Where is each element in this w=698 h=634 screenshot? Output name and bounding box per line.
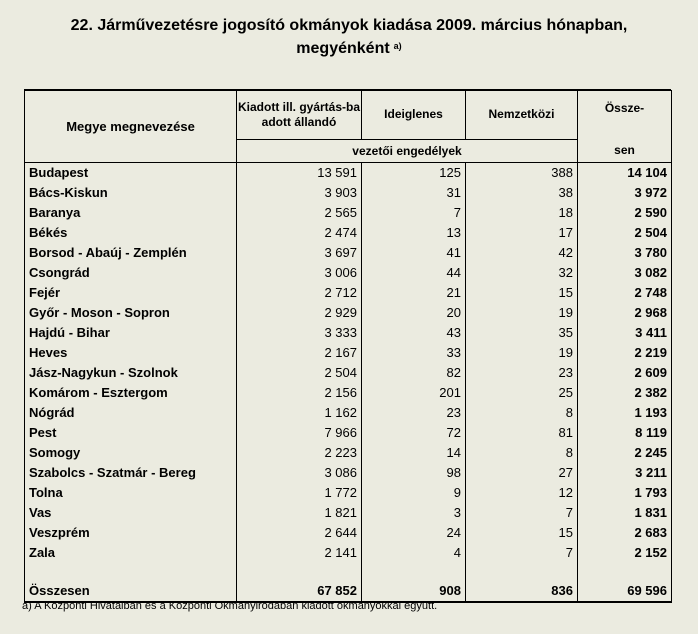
- international-value: 17: [466, 223, 578, 243]
- permanent-value: 2 565: [237, 203, 362, 223]
- temporary-value: 41: [362, 243, 466, 263]
- table-body: [25, 162, 672, 602]
- total-value: 2 504: [578, 223, 672, 243]
- county-name: Somogy: [25, 443, 237, 463]
- temporary-value: 21: [362, 283, 466, 303]
- county-name: Csongrád: [25, 263, 237, 283]
- international-value: 19: [466, 343, 578, 363]
- total-value: 8 119: [578, 423, 672, 443]
- total-row: [25, 581, 672, 602]
- header-permanent: Kiadott ill. gyártás-ba adott állandó: [237, 91, 362, 140]
- title-line-2: [0, 37, 698, 60]
- county-name: Tolna: [25, 483, 237, 503]
- permanent-value: 2 223: [237, 443, 362, 463]
- international-value: 7: [466, 543, 578, 563]
- total-value: 1 831: [578, 503, 672, 523]
- temporary-value: 82: [362, 363, 466, 383]
- table-row: [25, 423, 672, 443]
- header-total-top: Össze-: [578, 91, 672, 140]
- table-row: [25, 343, 672, 363]
- table-row: [25, 203, 672, 223]
- permanent-value: 3 697: [237, 243, 362, 263]
- spacer-cell: [237, 563, 362, 581]
- total-value: 2 590: [578, 203, 672, 223]
- total-international: 836: [466, 581, 578, 602]
- spacer-cell: [578, 563, 672, 581]
- county-name: Heves: [25, 343, 237, 363]
- international-value: 388: [466, 162, 578, 183]
- temporary-value: 13: [362, 223, 466, 243]
- title-line-2-text: megyénként: [296, 40, 390, 57]
- table-row: [25, 223, 672, 243]
- county-name: Jász-Nagykun - Szolnok: [25, 363, 237, 383]
- temporary-value: 31: [362, 183, 466, 203]
- total-value: 2 968: [578, 303, 672, 323]
- total-value: 3 082: [578, 263, 672, 283]
- temporary-value: 72: [362, 423, 466, 443]
- table-row: [25, 263, 672, 283]
- temporary-value: 20: [362, 303, 466, 323]
- permanent-value: 2 167: [237, 343, 362, 363]
- table-row: [25, 443, 672, 463]
- total-value: 2 683: [578, 523, 672, 543]
- permanent-value: 2 644: [237, 523, 362, 543]
- permanent-value: 1 162: [237, 403, 362, 423]
- table-row: [25, 183, 672, 203]
- temporary-value: 98: [362, 463, 466, 483]
- international-value: 38: [466, 183, 578, 203]
- temporary-value: 14: [362, 443, 466, 463]
- total-label: Összesen: [25, 581, 237, 602]
- permanent-value: 1 821: [237, 503, 362, 523]
- total-permanent: 67 852: [237, 581, 362, 602]
- international-value: 15: [466, 523, 578, 543]
- temporary-value: 43: [362, 323, 466, 343]
- county-name: Nógrád: [25, 403, 237, 423]
- international-value: 81: [466, 423, 578, 443]
- international-value: 12: [466, 483, 578, 503]
- total-value: 3 211: [578, 463, 672, 483]
- header-temporary: Ideiglenes: [362, 91, 466, 140]
- table-row: [25, 363, 672, 383]
- county-name: Veszprém: [25, 523, 237, 543]
- header-international: Nemzetközi: [466, 91, 578, 140]
- total-value: 2 748: [578, 283, 672, 303]
- international-value: 19: [466, 303, 578, 323]
- total-value: 2 382: [578, 383, 672, 403]
- temporary-value: 3: [362, 503, 466, 523]
- permanent-value: 2 712: [237, 283, 362, 303]
- title-footnote-marker: a): [393, 41, 402, 51]
- permanent-value: 13 591: [237, 162, 362, 183]
- total-value: 3 411: [578, 323, 672, 343]
- international-value: 18: [466, 203, 578, 223]
- county-name: Borsod - Abaúj - Zemplén: [25, 243, 237, 263]
- total-value: 3 780: [578, 243, 672, 263]
- spacer-cell: [466, 563, 578, 581]
- international-value: 23: [466, 363, 578, 383]
- temporary-value: 7: [362, 203, 466, 223]
- county-name: Pest: [25, 423, 237, 443]
- spacer-cell: [25, 563, 237, 581]
- county-name: Fejér: [25, 283, 237, 303]
- header-driving-licences: vezetői engedélyek: [237, 139, 578, 162]
- table-row: [25, 243, 672, 263]
- permanent-value: 2 156: [237, 383, 362, 403]
- permanent-value: 3 006: [237, 263, 362, 283]
- permanent-value: 2 929: [237, 303, 362, 323]
- total-value: 3 972: [578, 183, 672, 203]
- table-row: [25, 162, 672, 183]
- spacer-row: [25, 563, 672, 581]
- grand-total: 69 596: [578, 581, 672, 602]
- total-value: 14 104: [578, 162, 672, 183]
- table-row: [25, 463, 672, 483]
- table-row: [25, 303, 672, 323]
- table-title: [0, 14, 698, 60]
- total-value: 2 245: [578, 443, 672, 463]
- county-name: Békés: [25, 223, 237, 243]
- international-value: 27: [466, 463, 578, 483]
- international-value: 35: [466, 323, 578, 343]
- county-name: Szabolcs - Szatmár - Bereg: [25, 463, 237, 483]
- temporary-value: 201: [362, 383, 466, 403]
- temporary-value: 125: [362, 162, 466, 183]
- table-row: [25, 483, 672, 503]
- total-value: 1 793: [578, 483, 672, 503]
- permanent-value: 3 333: [237, 323, 362, 343]
- county-name: Vas: [25, 503, 237, 523]
- temporary-value: 9: [362, 483, 466, 503]
- temporary-value: 23: [362, 403, 466, 423]
- temporary-value: 24: [362, 523, 466, 543]
- total-value: 2 609: [578, 363, 672, 383]
- county-name: Győr - Moson - Sopron: [25, 303, 237, 323]
- permanent-value: 3 086: [237, 463, 362, 483]
- table-row: [25, 283, 672, 303]
- data-table: [24, 90, 672, 603]
- permanent-value: 3 903: [237, 183, 362, 203]
- county-name: Bács-Kiskun: [25, 183, 237, 203]
- county-name: Komárom - Esztergom: [25, 383, 237, 403]
- county-name: Baranya: [25, 203, 237, 223]
- county-name: Hajdú - Bihar: [25, 323, 237, 343]
- international-value: 42: [466, 243, 578, 263]
- permanent-value: 2 504: [237, 363, 362, 383]
- total-value: 2 152: [578, 543, 672, 563]
- spacer-cell: [362, 563, 466, 581]
- total-value: 1 193: [578, 403, 672, 423]
- total-temporary: 908: [362, 581, 466, 602]
- permanent-value: 2 141: [237, 543, 362, 563]
- table-row: [25, 543, 672, 563]
- permanent-value: 2 474: [237, 223, 362, 243]
- temporary-value: 4: [362, 543, 466, 563]
- table-row: [25, 403, 672, 423]
- international-value: 8: [466, 443, 578, 463]
- permanent-value: 1 772: [237, 483, 362, 503]
- international-value: 8: [466, 403, 578, 423]
- header-total-bottom: sen: [578, 139, 672, 162]
- international-value: 25: [466, 383, 578, 403]
- temporary-value: 33: [362, 343, 466, 363]
- title-line-1: 22. Járművezetésre jogosító okmányok kiadása 2009. március hónapban,: [70, 17, 628, 34]
- footnote: a) A Központi Hivatalban és a Központi Okmányirodában kiadott okmányokkal együtt.: [22, 600, 438, 612]
- table-row: [25, 503, 672, 523]
- international-value: 15: [466, 283, 578, 303]
- county-name: Budapest: [25, 162, 237, 183]
- temporary-value: 44: [362, 263, 466, 283]
- permanent-value: 7 966: [237, 423, 362, 443]
- table-row: [25, 383, 672, 403]
- table-row: [25, 323, 672, 343]
- header-county-name: Megye megnevezése: [25, 91, 237, 163]
- international-value: 7: [466, 503, 578, 523]
- county-name: Zala: [25, 543, 237, 563]
- total-value: 2 219: [578, 343, 672, 363]
- table-row: [25, 523, 672, 543]
- international-value: 32: [466, 263, 578, 283]
